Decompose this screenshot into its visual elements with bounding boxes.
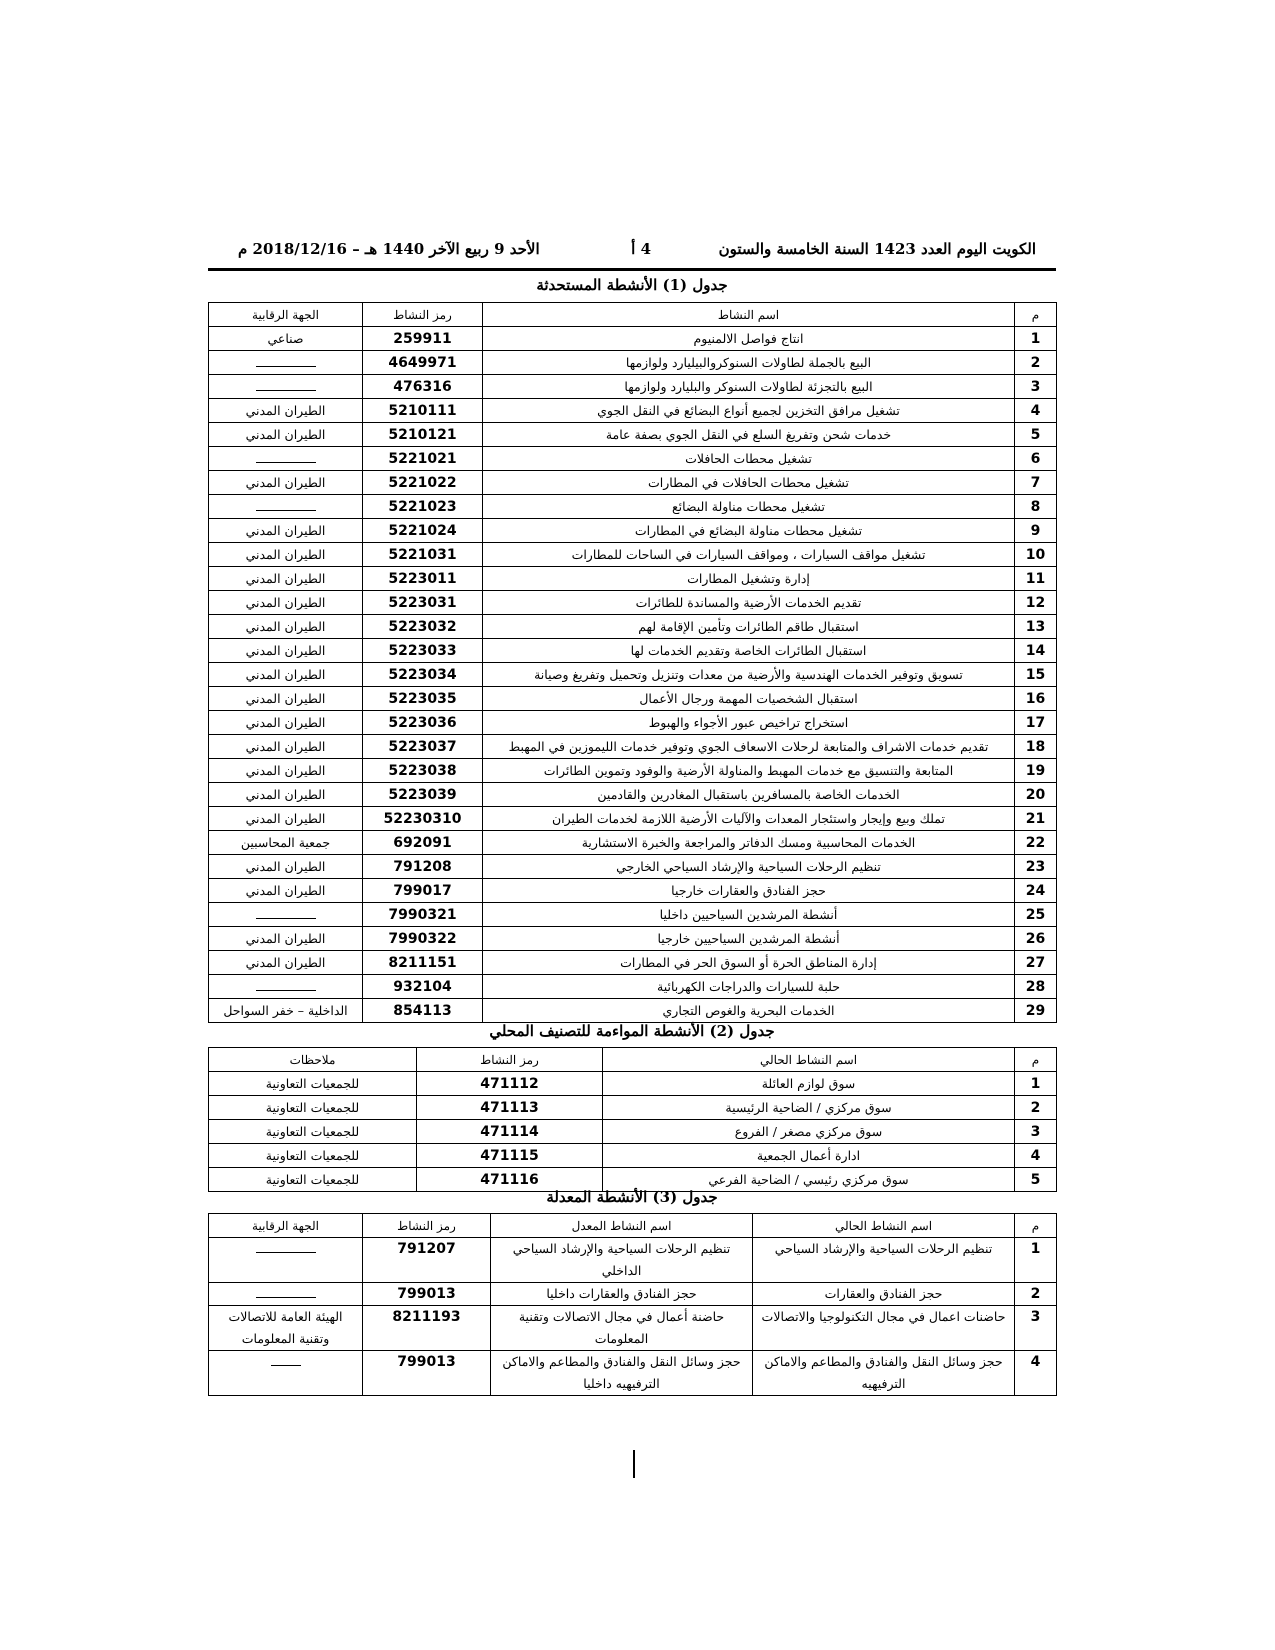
table-row [209, 711, 1057, 735]
activity-code: 5210121 [363, 423, 483, 447]
activity-name: الخدمات البحرية والغوص التجاري [483, 999, 1015, 1023]
table-row [209, 495, 1057, 519]
row-number: 24 [1015, 879, 1057, 903]
regulatory-authority [209, 351, 363, 375]
activity-code: 5221024 [363, 519, 483, 543]
table-row [209, 1144, 1057, 1168]
table-row [209, 327, 1057, 351]
regulatory-authority [209, 495, 363, 519]
row-number: 9 [1015, 519, 1057, 543]
activity-code: 476316 [363, 375, 483, 399]
activity-name: إدارة وتشغيل المطارات [483, 567, 1015, 591]
activity-name: انتاج فواصل الالمنيوم [483, 327, 1015, 351]
header-issue: الكويت اليوم العدد 1423 السنة الخامسة والستون [718, 240, 1036, 258]
activity-name: سوق مركزي رئيسي / الضاحية الفرعي [603, 1168, 1015, 1192]
regulatory-authority: الطيران المدني [209, 783, 363, 807]
activity-code: 471112 [417, 1072, 603, 1096]
table-row [209, 1306, 1057, 1351]
row-number: 16 [1015, 687, 1057, 711]
row-number: 25 [1015, 903, 1057, 927]
row-number: 3 [1015, 375, 1057, 399]
row-number: 19 [1015, 759, 1057, 783]
table-row [209, 375, 1057, 399]
table-row [209, 351, 1057, 375]
activity-code: 5223037 [363, 735, 483, 759]
table-row [209, 615, 1057, 639]
regulatory-authority: الهيئة العامة للاتصالات وتقنية المعلومات [209, 1306, 363, 1351]
empty-dash [256, 1244, 316, 1253]
table-row [209, 903, 1057, 927]
row-number: 27 [1015, 951, 1057, 975]
activity-code: 5223038 [363, 759, 483, 783]
activity-name: استقبال الشخصيات المهمة ورجال الأعمال [483, 687, 1015, 711]
activity-code: 799013 [363, 1351, 491, 1396]
column-header: اسم النشاط الحالي [753, 1214, 1015, 1238]
table-row [209, 951, 1057, 975]
regulatory-authority: الطيران المدني [209, 423, 363, 447]
row-number: 8 [1015, 495, 1057, 519]
activity-code: 471114 [417, 1120, 603, 1144]
activity-code: 5223032 [363, 615, 483, 639]
activity-code: 5223034 [363, 663, 483, 687]
table1-header-row [209, 303, 1057, 327]
activity-code: 791208 [363, 855, 483, 879]
table1-caption: جدول (1) الأنشطة المستحدثة [536, 276, 728, 294]
table-row [209, 639, 1057, 663]
header-page-number: 4 أ [631, 240, 651, 258]
row-number: 1 [1015, 327, 1057, 351]
activity-name: تشغيل مرافق التخزين لجميع أنواع البضائع في النقل الجوي [483, 399, 1015, 423]
modified-activity-name: حاضنة أعمال في مجال الاتصالات وتقنية المعلومات [491, 1306, 753, 1351]
row-number: 17 [1015, 711, 1057, 735]
activity-code: 7990322 [363, 927, 483, 951]
table-row [209, 567, 1057, 591]
activity-code: 791207 [363, 1238, 491, 1283]
activity-code: 5221022 [363, 471, 483, 495]
regulatory-authority: الطيران المدني [209, 663, 363, 687]
regulatory-authority: الطيران المدني [209, 951, 363, 975]
page-marker-bar [633, 1450, 635, 1478]
column-header: الجهة الرقابية [209, 303, 363, 327]
row-number: 21 [1015, 807, 1057, 831]
activity-name: استخراج تراخيص عبور الأجواء والهبوط [483, 711, 1015, 735]
current-activity-name: حجز وسائل النقل والفنادق والمطاعم والاماكن الترفيهيه [753, 1351, 1015, 1396]
activity-name: تنظيم الرحلات السياحية والإرشاد السياحي الخارجي [483, 855, 1015, 879]
row-number: 15 [1015, 663, 1057, 687]
regulatory-authority: الطيران المدني [209, 639, 363, 663]
regulatory-authority: الطيران المدني [209, 519, 363, 543]
activity-name: سوق مركزي مصغر / الفروع [603, 1120, 1015, 1144]
header-rule [208, 268, 1056, 271]
row-number: 10 [1015, 543, 1057, 567]
row-number: 2 [1015, 351, 1057, 375]
note: للجمعيات التعاونية [209, 1120, 417, 1144]
regulatory-authority: الطيران المدني [209, 735, 363, 759]
activity-name: تقديم الخدمات الأرضية والمساندة للطائرات [483, 591, 1015, 615]
activity-code: 52230310 [363, 807, 483, 831]
note: للجمعيات التعاونية [209, 1168, 417, 1192]
row-number: 2 [1015, 1283, 1057, 1306]
table-row [209, 423, 1057, 447]
aligned-activities-table [208, 1047, 1057, 1192]
regulatory-authority: الطيران المدني [209, 687, 363, 711]
regulatory-authority [209, 1283, 363, 1306]
activity-name: المتابعة والتنسيق مع خدمات المهبط والمناولة الأرضية والوفود وتموين الطائرات [483, 759, 1015, 783]
activity-code: 7990321 [363, 903, 483, 927]
row-number: 1 [1015, 1238, 1057, 1283]
column-header: اسم النشاط المعدل [491, 1214, 753, 1238]
row-number: 22 [1015, 831, 1057, 855]
empty-dash [271, 1357, 301, 1366]
activity-name: سوق لوازم العائلة [603, 1072, 1015, 1096]
table-row [209, 999, 1057, 1023]
modified-activity-name: حجز وسائل النقل والفنادق والمطاعم والاماكن الترفيهيه داخليا [491, 1351, 753, 1396]
empty-dash [256, 382, 316, 391]
empty-dash [256, 1289, 316, 1298]
activity-name: تشغيل محطات الحافلات [483, 447, 1015, 471]
note: للجمعيات التعاونية [209, 1096, 417, 1120]
regulatory-authority: صناعي [209, 327, 363, 351]
column-header: رمز النشاط [363, 303, 483, 327]
table3-caption: جدول (3) الأنشطة المعدلة [546, 1188, 718, 1206]
column-header: ملاحظات [209, 1048, 417, 1072]
activity-name: تشغيل محطات مناولة البضائع في المطارات [483, 519, 1015, 543]
table-row [209, 1072, 1057, 1096]
regulatory-authority: الطيران المدني [209, 615, 363, 639]
row-number: 7 [1015, 471, 1057, 495]
activity-code: 5223035 [363, 687, 483, 711]
current-activity-name: تنظيم الرحلات السياحية والإرشاد السياحي [753, 1238, 1015, 1283]
activity-code: 799013 [363, 1283, 491, 1306]
table-row [209, 519, 1057, 543]
note: للجمعيات التعاونية [209, 1072, 417, 1096]
activity-code: 854113 [363, 999, 483, 1023]
activity-code: 5221021 [363, 447, 483, 471]
regulatory-authority [209, 375, 363, 399]
activity-code: 799017 [363, 879, 483, 903]
activity-code: 932104 [363, 975, 483, 999]
activity-name: استقبال الطائرات الخاصة وتقديم الخدمات لها [483, 639, 1015, 663]
regulatory-authority: الطيران المدني [209, 759, 363, 783]
row-number: 29 [1015, 999, 1057, 1023]
activity-code: 471115 [417, 1144, 603, 1168]
table-row [209, 663, 1057, 687]
activity-name: تقديم خدمات الاشراف والمتابعة لرحلات الاسعاف الجوي وتوفير خدمات الليموزين في المهبط [483, 735, 1015, 759]
column-header: م [1015, 1048, 1057, 1072]
row-number: 4 [1015, 1144, 1057, 1168]
regulatory-authority [209, 975, 363, 999]
column-header: م [1015, 1214, 1057, 1238]
regulatory-authority: الطيران المدني [209, 927, 363, 951]
row-number: 5 [1015, 423, 1057, 447]
regulatory-authority: الطيران المدني [209, 543, 363, 567]
row-number: 28 [1015, 975, 1057, 999]
regulatory-authority: الطيران المدني [209, 591, 363, 615]
empty-dash [256, 454, 316, 463]
row-number: 23 [1015, 855, 1057, 879]
activity-code: 5221031 [363, 543, 483, 567]
regulatory-authority: جمعية المحاسبين [209, 831, 363, 855]
current-activity-name: حاضنات اعمال في مجال التكنولوجيا والاتصالات [753, 1306, 1015, 1351]
activity-code: 5223011 [363, 567, 483, 591]
row-number: 5 [1015, 1168, 1057, 1192]
row-number: 11 [1015, 567, 1057, 591]
table3-header-row [209, 1214, 1057, 1238]
regulatory-authority [209, 447, 363, 471]
column-header: م [1015, 303, 1057, 327]
activity-name: ادارة أعمال الجمعية [603, 1144, 1015, 1168]
table-row [209, 927, 1057, 951]
activity-name: البيع بالتجزئة لطاولات السنوكر والبليارد ولوازمها [483, 375, 1015, 399]
empty-dash [256, 502, 316, 511]
table-row [209, 1238, 1057, 1283]
activity-name: تسويق وتوفير الخدمات الهندسية والأرضية من معدات وتنزيل وتحميل وتفريغ وصيانة [483, 663, 1015, 687]
table-row [209, 591, 1057, 615]
activity-name: أنشطة المرشدين السياحيين خارجيا [483, 927, 1015, 951]
regulatory-authority: الطيران المدني [209, 807, 363, 831]
activity-name: البيع بالجملة لطاولات السنوكروالبيليارد ولوازمها [483, 351, 1015, 375]
activity-code: 5223036 [363, 711, 483, 735]
activity-code: 5223031 [363, 591, 483, 615]
table-row [209, 471, 1057, 495]
activity-code: 259911 [363, 327, 483, 351]
activity-code: 5210111 [363, 399, 483, 423]
table2-header-row [209, 1048, 1057, 1072]
regulatory-authority: الطيران المدني [209, 855, 363, 879]
column-header: اسم النشاط الحالي [603, 1048, 1015, 1072]
activity-name: استقبال طاقم الطائرات وتأمين الإقامة لهم [483, 615, 1015, 639]
modified-activity-name: حجز الفنادق والعقارات داخليا [491, 1283, 753, 1306]
table-row [209, 807, 1057, 831]
row-number: 18 [1015, 735, 1057, 759]
regulatory-authority [209, 903, 363, 927]
row-number: 20 [1015, 783, 1057, 807]
table-row [209, 1283, 1057, 1306]
regulatory-authority: الطيران المدني [209, 711, 363, 735]
table2-caption: جدول (2) الأنشطة المواءمة للتصنيف المحلي [489, 1022, 775, 1040]
empty-dash [256, 358, 316, 367]
modified-activities-table [208, 1213, 1057, 1396]
row-number: 4 [1015, 1351, 1057, 1396]
activity-code: 5223039 [363, 783, 483, 807]
regulatory-authority: الطيران المدني [209, 471, 363, 495]
activity-code: 8211193 [363, 1306, 491, 1351]
regulatory-authority: الطيران المدني [209, 879, 363, 903]
table-row [209, 759, 1057, 783]
activity-name: الخدمات المحاسبية ومسك الدفاتر والمراجعة والخبرة الاستشارية [483, 831, 1015, 855]
activity-name: تشغيل مواقف السيارات ، ومواقف السيارات في الساحات للمطارات [483, 543, 1015, 567]
current-activity-name: حجز الفنادق والعقارات [753, 1283, 1015, 1306]
activity-name: سوق مركزي / الضاحية الرئيسية [603, 1096, 1015, 1120]
regulatory-authority [209, 1238, 363, 1283]
row-number: 3 [1015, 1306, 1057, 1351]
activity-code: 471113 [417, 1096, 603, 1120]
modified-activity-name: تنظيم الرحلات السياحية والإرشاد السياحي الداخلي [491, 1238, 753, 1283]
row-number: 13 [1015, 615, 1057, 639]
table-row [209, 831, 1057, 855]
table-row [209, 783, 1057, 807]
activity-name: إدارة المناطق الحرة أو السوق الحر في المطارات [483, 951, 1015, 975]
row-number: 3 [1015, 1120, 1057, 1144]
table-row [209, 855, 1057, 879]
activity-code: 471116 [417, 1168, 603, 1192]
column-header: رمز النشاط [363, 1214, 491, 1238]
new-activities-table [208, 302, 1057, 1023]
activity-code: 8211151 [363, 951, 483, 975]
activity-name: الخدمات الخاصة بالمسافرين باستقبال المغادرين والقادمين [483, 783, 1015, 807]
activity-name: خدمات شحن وتفريغ السلع في النقل الجوي بصفة عامة [483, 423, 1015, 447]
regulatory-authority: الطيران المدني [209, 567, 363, 591]
row-number: 14 [1015, 639, 1057, 663]
page-header [208, 240, 1056, 264]
row-number: 1 [1015, 1072, 1057, 1096]
activity-code: 5221023 [363, 495, 483, 519]
note: للجمعيات التعاونية [209, 1144, 417, 1168]
table-row [209, 1351, 1057, 1396]
header-date: الأحد 9 ربيع الآخر 1440 هـ – 2018/12/16 م [238, 240, 540, 258]
table-row [209, 879, 1057, 903]
row-number: 4 [1015, 399, 1057, 423]
row-number: 6 [1015, 447, 1057, 471]
column-header: الجهة الرقابية [209, 1214, 363, 1238]
regulatory-authority: الطيران المدني [209, 399, 363, 423]
row-number: 26 [1015, 927, 1057, 951]
table-row [209, 1120, 1057, 1144]
table-row [209, 543, 1057, 567]
activity-name: تملك وبيع وإيجار واستئجار المعدات والآليات الأرضية اللازمة لخدمات الطيران [483, 807, 1015, 831]
activity-name: حلبة للسيارات والدراجات الكهربائية [483, 975, 1015, 999]
row-number: 2 [1015, 1096, 1057, 1120]
row-number: 12 [1015, 591, 1057, 615]
table-row [209, 735, 1057, 759]
table-row [209, 1096, 1057, 1120]
empty-dash [256, 982, 316, 991]
activity-code: 5223033 [363, 639, 483, 663]
table-row [209, 447, 1057, 471]
activity-name: تشغيل محطات مناولة البضائع [483, 495, 1015, 519]
activity-code: 692091 [363, 831, 483, 855]
table-row [209, 687, 1057, 711]
activity-code: 4649971 [363, 351, 483, 375]
table-row [209, 399, 1057, 423]
table-row [209, 975, 1057, 999]
regulatory-authority: الداخلية – خفر السواحل [209, 999, 363, 1023]
column-header: اسم النشاط [483, 303, 1015, 327]
activity-name: أنشطة المرشدين السياحيين داخليا [483, 903, 1015, 927]
empty-dash [256, 910, 316, 919]
activity-name: تشغيل محطات الحافلات في المطارات [483, 471, 1015, 495]
activity-name: حجز الفنادق والعقارات خارجيا [483, 879, 1015, 903]
column-header: رمز النشاط [417, 1048, 603, 1072]
regulatory-authority [209, 1351, 363, 1396]
